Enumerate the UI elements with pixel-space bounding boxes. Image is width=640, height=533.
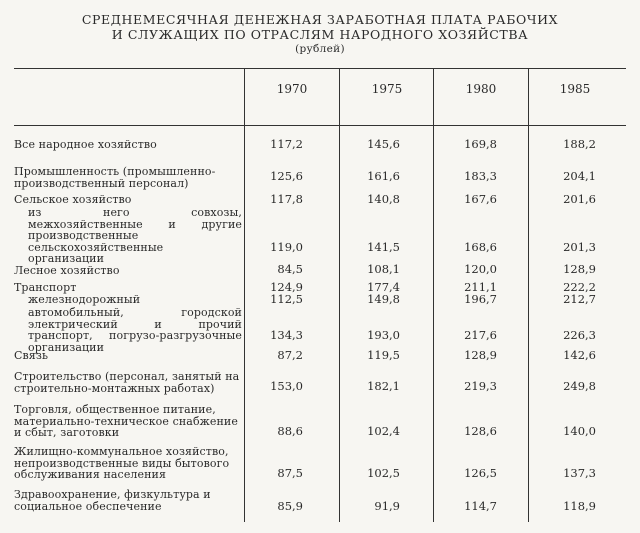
cell-value: 167,6	[464, 192, 497, 206]
header-bottom-rule	[14, 125, 626, 126]
cell-value: 120,0	[464, 262, 497, 276]
cell-value: 142,6	[563, 348, 596, 362]
cell-value: 193,0	[367, 328, 400, 342]
cell-value: 128,9	[563, 262, 596, 276]
row-label: автомобильный, городской электрический и прочий транспорт, погрузо-разгрузочные организации	[28, 306, 242, 354]
cell-value: 201,3	[563, 240, 596, 254]
cell-value: 188,2	[563, 137, 596, 151]
column-divider-4	[528, 68, 529, 522]
table-title-line-1: СРЕДНЕМЕСЯЧНАЯ ДЕНЕЖНАЯ ЗАРАБОТНАЯ ПЛАТА РАБОЧИХ	[81, 12, 559, 27]
cell-value: 137,3	[563, 466, 596, 480]
table-title-line-2: И СЛУЖАЩИХ ПО ОТРАСЛЯМ НАРОДНОГО ХОЗЯЙСТВА	[111, 27, 529, 42]
cell-value: 141,5	[367, 240, 400, 254]
cell-value: 201,6	[563, 192, 596, 206]
row-label: Строительство (персонал, занятый на строительно-монтажных работах)	[14, 370, 240, 395]
cell-value: 112,5	[270, 292, 303, 306]
cell-value: 140,0	[563, 424, 596, 438]
cell-value: 161,6	[367, 169, 400, 183]
cell-value: 88,6	[277, 424, 303, 438]
cell-value: 124,9	[270, 280, 303, 294]
row-label: из него совхозы, межхозяйственные и другие производственные сельскохозяйственные организации	[28, 206, 242, 265]
column-header-1980: 1980	[465, 82, 497, 96]
column-header-1970: 1970	[276, 82, 308, 96]
cell-value: 134,3	[270, 328, 303, 342]
cell-value: 119,0	[270, 240, 303, 254]
cell-value: 204,1	[563, 169, 596, 183]
cell-value: 126,5	[464, 466, 497, 480]
cell-value: 128,9	[464, 348, 497, 362]
cell-value: 87,5	[277, 466, 303, 480]
row-label: Здравоохранение, физкультура и социальное обеспечение	[14, 488, 211, 513]
cell-value: 117,8	[270, 192, 303, 206]
cell-value: 153,0	[270, 379, 303, 393]
row-label: железнодорожный	[28, 293, 141, 306]
row-label: Сельское хозяйство	[14, 193, 132, 206]
cell-value: 85,9	[277, 499, 303, 513]
column-header-1985: 1985	[559, 82, 591, 96]
cell-value: 226,3	[563, 328, 596, 342]
cell-value: 108,1	[367, 262, 400, 276]
cell-value: 169,8	[464, 137, 497, 151]
column-divider-3	[433, 68, 434, 522]
table-unit: (рублей)	[295, 43, 345, 55]
cell-value: 177,4	[367, 280, 400, 294]
cell-value: 219,3	[464, 379, 497, 393]
row-label: Все народное хозяйство	[14, 138, 157, 151]
row-label: Жилищно-коммунальное хозяйство, непроизводственные виды бытового обслуживания населения	[14, 445, 230, 481]
cell-value: 117,2	[270, 137, 303, 151]
cell-value: 91,9	[374, 499, 400, 513]
cell-value: 249,8	[563, 379, 596, 393]
cell-value: 168,6	[464, 240, 497, 254]
cell-value: 102,5	[367, 466, 400, 480]
cell-value: 149,8	[367, 292, 400, 306]
row-label: Лесное хозяйство	[14, 264, 120, 277]
row-label: Торговля, общественное питание, материально-техническое снабжение и сбыт, заготовки	[14, 403, 238, 439]
cell-value: 114,7	[464, 499, 497, 513]
cell-value: 87,2	[277, 348, 303, 362]
cell-value: 196,7	[464, 292, 497, 306]
cell-value: 140,8	[367, 192, 400, 206]
cell-value: 84,5	[277, 262, 303, 276]
row-label: Транспорт	[14, 281, 77, 294]
cell-value: 102,4	[367, 424, 400, 438]
cell-value: 182,1	[367, 379, 400, 393]
cell-value: 119,5	[367, 348, 400, 362]
cell-value: 183,3	[464, 169, 497, 183]
row-label: Промышленность (промышленно-производственный персонал)	[14, 165, 216, 190]
cell-value: 118,9	[563, 499, 596, 513]
cell-value: 125,6	[270, 169, 303, 183]
table-top-rule	[14, 68, 626, 69]
row-label: Связь	[14, 349, 49, 362]
cell-value: 222,2	[563, 280, 596, 294]
cell-value: 217,6	[464, 328, 497, 342]
cell-value: 128,6	[464, 424, 497, 438]
cell-value: 145,6	[367, 137, 400, 151]
column-header-1975: 1975	[371, 82, 403, 96]
cell-value: 211,1	[464, 280, 497, 294]
cell-value: 212,7	[563, 292, 596, 306]
